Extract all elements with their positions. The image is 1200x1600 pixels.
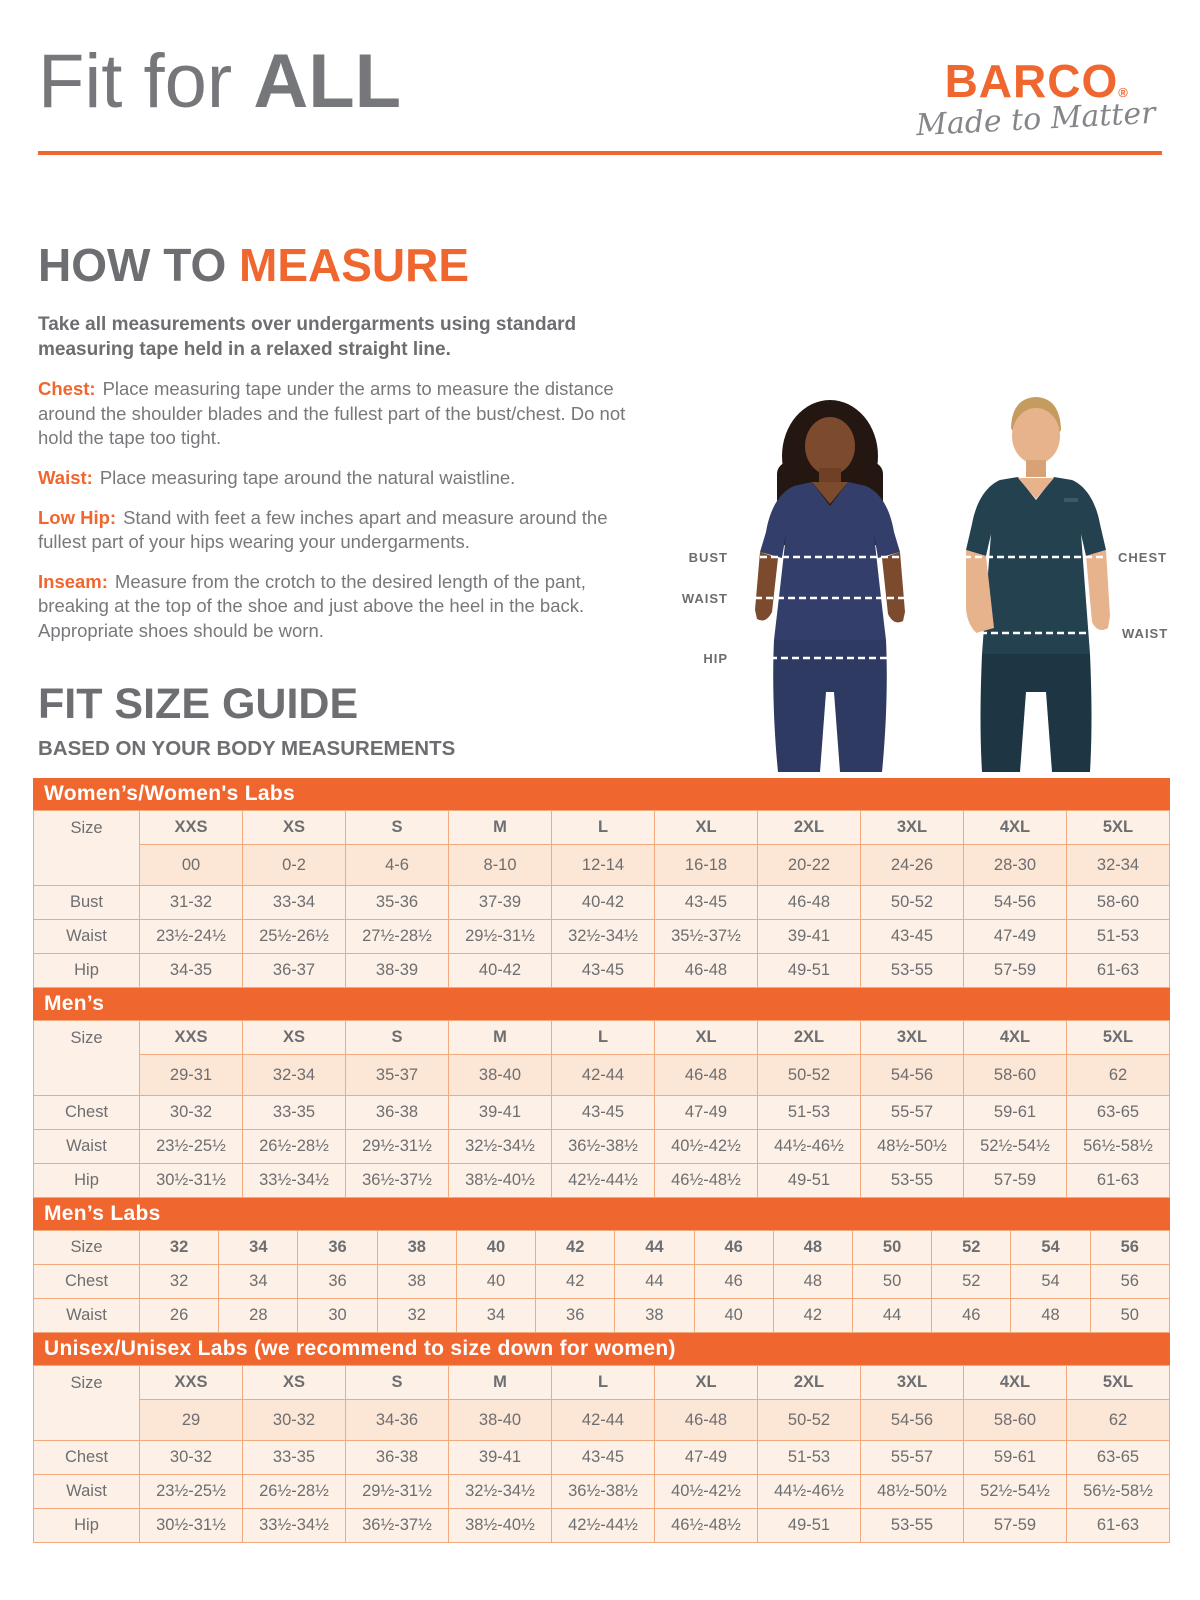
measurement-cell: 27½-28½ [346,920,449,954]
measurement-cell: 63-65 [1067,1441,1170,1475]
size-column-header: XL [655,1021,758,1055]
measurement-row [34,886,1170,920]
measure-item-lowhip-label: Low Hip: [38,506,117,528]
measurement-cell: 36-37 [243,954,346,988]
measurement-cell: 26½-28½ [243,1130,346,1164]
size-column-header: 4XL [964,811,1067,845]
size-column-header: 5XL [1067,1366,1170,1400]
size-column-header: 3XL [861,811,964,845]
measure-item-waist-text: Place measuring tape around the natural waistline. [99,466,516,488]
size-column-header: XL [655,1366,758,1400]
numeric-size-cell: 50-52 [758,1055,861,1096]
measurement-cell: 44 [852,1299,931,1333]
size-column-header: 3XL [861,1366,964,1400]
size-column-header: 40 [456,1231,535,1265]
measurement-cell: 23½-25½ [140,1130,243,1164]
measurement-cell: 30-32 [140,1096,243,1130]
measurement-cell: 42½-44½ [552,1164,655,1198]
measurement-cell: 42½-44½ [552,1509,655,1543]
orange-divider [38,151,1162,155]
measurement-cell: 40 [694,1299,773,1333]
numeric-size-cell: 29 [140,1400,243,1441]
measurement-cell: 49-51 [758,1164,861,1198]
numeric-size-cell: 20-22 [758,845,861,886]
numeric-size-cell: 16-18 [655,845,758,886]
size-row-label: Size [34,811,140,886]
measurement-cell: 36 [536,1299,615,1333]
measurement-cell: 40-42 [449,954,552,988]
numeric-size-cell: 58-60 [964,1055,1067,1096]
size-column-header: L [552,1366,655,1400]
measurement-cell: 38 [377,1265,456,1299]
measurement-cell: 37-39 [449,886,552,920]
fit-size-guide-section [38,680,455,761]
fit-size-guide-subtitle: BASED ON YOUR BODY MEASUREMENTS [38,737,456,760]
measurement-row [34,1265,1170,1299]
measurement-cell: 23½-25½ [140,1475,243,1509]
numeric-size-cell: 54-56 [861,1055,964,1096]
page-title [38,39,402,124]
fit-models-illustration [660,382,1200,772]
measurement-cell: 56½-58½ [1067,1475,1170,1509]
female-model [755,400,905,772]
numeric-size-cell: 58-60 [964,1400,1067,1441]
measurement-row-label: Hip [34,1509,140,1543]
size-column-header: M [449,811,552,845]
size-row-label: Size [34,1021,140,1096]
measure-item-waist-label: Waist: [38,466,93,488]
measure-item-chest [38,377,630,451]
size-column-header: XL [655,811,758,845]
measurement-cell: 46-48 [758,886,861,920]
size-column-header: 3XL [861,1021,964,1055]
measurement-cell: 39-41 [758,920,861,954]
measurement-cell: 30 [298,1299,377,1333]
measurement-row [34,1096,1170,1130]
measurement-cell: 31-32 [140,886,243,920]
size-column-header: XXS [140,1021,243,1055]
measurement-cell: 35½-37½ [655,920,758,954]
measurement-cell: 54 [1011,1265,1090,1299]
measurement-row [34,954,1170,988]
numeric-size-cell: 29-31 [140,1055,243,1096]
measurement-row-label: Waist [34,1299,140,1333]
barco-logo-wordmark: BARCO [944,55,1119,107]
measurement-cell: 56 [1090,1265,1169,1299]
measurement-cell: 50 [852,1265,931,1299]
size-column-header: 52 [932,1231,1011,1265]
size-column-header: 38 [377,1231,456,1265]
how-to-measure-section [38,238,638,644]
measurement-cell: 61-63 [1067,954,1170,988]
size-table-grid-womens [33,810,1170,988]
measurement-cell: 56½-58½ [1067,1130,1170,1164]
measurement-cell: 59-61 [964,1096,1067,1130]
size-column-header: 2XL [758,811,861,845]
measurement-row-label: Bust [34,886,140,920]
measurement-cell: 52½-54½ [964,1130,1067,1164]
measurement-cell: 32½-34½ [449,1130,552,1164]
size-table-title-womens: Women’s/Women's Labs [33,778,1170,810]
page-title-bold: ALL [253,39,402,124]
numeric-size-cell: 32-34 [243,1055,346,1096]
numeric-size-cell: 34-36 [346,1400,449,1441]
numeric-size-cell: 46-48 [655,1055,758,1096]
measurement-cell: 50 [1090,1299,1169,1333]
numeric-size-cell: 38-40 [449,1055,552,1096]
measurement-row-label: Waist [34,920,140,954]
measurement-row [34,1164,1170,1198]
measurement-cell: 26 [140,1299,219,1333]
numeric-size-cell: 42-44 [552,1055,655,1096]
measurement-cell: 54-56 [964,886,1067,920]
size-table-unisex [33,1333,1170,1543]
measurement-cell: 30½-31½ [140,1164,243,1198]
measurement-cell: 44 [615,1265,694,1299]
size-tables [33,778,1170,1543]
measurement-cell: 29½-31½ [346,1130,449,1164]
size-column-header: XS [243,811,346,845]
numeric-size-cell: 38-40 [449,1400,552,1441]
measurement-cell: 51-53 [1067,920,1170,954]
how-to-measure-title [38,238,638,292]
measurement-cell: 30-32 [140,1441,243,1475]
measurement-cell: 52½-54½ [964,1475,1067,1509]
measurement-row-label: Chest [34,1441,140,1475]
size-column-header: S [346,1366,449,1400]
measurement-cell: 34-35 [140,954,243,988]
measure-item-chest-text: Place measuring tape under the arms to measure the distance around the shoulder blades and the fullest part of the bust/chest. Do not hold the tape too tight. [38,378,626,449]
measurement-cell: 38-39 [346,954,449,988]
measurement-cell: 63-65 [1067,1096,1170,1130]
size-column-header: 2XL [758,1366,861,1400]
measurement-cell: 33-34 [243,886,346,920]
size-column-header: M [449,1366,552,1400]
measurement-cell: 51-53 [758,1096,861,1130]
size-column-header: M [449,1021,552,1055]
measurement-cell: 30½-31½ [140,1509,243,1543]
measurement-cell: 36½-38½ [552,1130,655,1164]
size-column-header: S [346,811,449,845]
measurement-cell: 47-49 [964,920,1067,954]
measurement-cell: 57-59 [964,954,1067,988]
measurement-cell: 26½-28½ [243,1475,346,1509]
size-column-header: 34 [219,1231,298,1265]
measurement-cell: 40½-42½ [655,1130,758,1164]
size-header-row [34,811,1170,845]
size-table-grid-unisex [33,1365,1170,1543]
size-table-mens-labs [33,1198,1170,1333]
size-column-header: 50 [852,1231,931,1265]
numeric-size-cell: 28-30 [964,845,1067,886]
measurement-cell: 25½-26½ [243,920,346,954]
size-column-header: S [346,1021,449,1055]
measurement-cell: 23½-24½ [140,920,243,954]
numeric-size-cell: 24-26 [861,845,964,886]
measurement-cell: 29½-31½ [346,1475,449,1509]
measurement-row [34,1441,1170,1475]
size-table-title-unisex: Unisex/Unisex Labs (we recommend to size down for women) [33,1333,1170,1365]
size-table-title-mens: Men’s [33,988,1170,1020]
numeric-size-cell: 12-14 [552,845,655,886]
size-column-header: 4XL [964,1021,1067,1055]
measurement-cell: 42 [773,1299,852,1333]
measurement-cell: 61-63 [1067,1509,1170,1543]
measurement-cell: 52 [932,1265,1011,1299]
size-table-grid-mens [33,1020,1170,1198]
size-column-header: 2XL [758,1021,861,1055]
size-column-header: 42 [536,1231,615,1265]
measurement-row [34,1299,1170,1333]
size-column-header: XS [243,1021,346,1055]
measurement-row-label: Chest [34,1096,140,1130]
measurement-row [34,920,1170,954]
measure-item-inseam-label: Inseam: [38,570,108,592]
measurement-cell: 38 [615,1299,694,1333]
measurement-cell: 40½-42½ [655,1475,758,1509]
numeric-size-row [34,845,1170,886]
size-header-row [34,1021,1170,1055]
fit-size-guide-title: FIT SIZE GUIDE [38,680,359,728]
chest-measurement-label: CHEST [1118,550,1168,565]
measurement-cell: 33½-34½ [243,1509,346,1543]
size-table-grid-mens-labs [33,1230,1170,1333]
measurement-cell: 43-45 [552,1441,655,1475]
size-column-header: 32 [140,1231,219,1265]
female-waist-measurement-label: WAIST [681,591,728,606]
measurement-cell: 32½-34½ [552,920,655,954]
measurement-row-label: Chest [34,1265,140,1299]
numeric-size-cell: 54-56 [861,1400,964,1441]
page-title-light: Fit for [38,39,233,124]
numeric-size-cell: 30-32 [243,1400,346,1441]
size-table-title-mens-labs: Men’s Labs [33,1198,1170,1230]
numeric-size-row [34,1400,1170,1441]
measurement-cell: 61-63 [1067,1164,1170,1198]
measurement-row [34,1130,1170,1164]
hip-measurement-label: HIP [703,651,728,666]
measurement-cell: 48½-50½ [861,1130,964,1164]
measurement-cell: 53-55 [861,1164,964,1198]
size-row-label: Size [34,1366,140,1441]
measurement-cell: 35-36 [346,886,449,920]
size-column-header: 54 [1011,1231,1090,1265]
measurement-cell: 36½-37½ [346,1164,449,1198]
measurement-cell: 36 [298,1265,377,1299]
numeric-size-cell: 00 [140,845,243,886]
measure-item-lowhip-text: Stand with feet a few inches apart and measure around the fullest part of your hips wearing your undergarments. [38,506,608,553]
size-row-label: Size [34,1231,140,1265]
measurement-row-label: Hip [34,954,140,988]
measure-item-waist [38,466,630,491]
measurement-cell: 49-51 [758,1509,861,1543]
measure-item-chest-label: Chest: [38,378,96,400]
measurement-cell: 29½-31½ [449,920,552,954]
numeric-size-cell: 62 [1067,1055,1170,1096]
measurement-cell: 36-38 [346,1096,449,1130]
measurement-cell: 36½-37½ [346,1509,449,1543]
measurement-cell: 36½-38½ [552,1475,655,1509]
size-column-header: 56 [1090,1231,1169,1265]
size-column-header: 5XL [1067,811,1170,845]
measure-item-inseam-text: Measure from the crotch to the desired length of the pant, breaking at the top of the shoe and just above the heel in the back. Appropriate shoes should be worn. [38,570,586,641]
numeric-size-cell: 62 [1067,1400,1170,1441]
barco-logo [915,55,1157,144]
measurement-row-label: Waist [34,1475,140,1509]
size-header-row [34,1366,1170,1400]
measurement-row [34,1475,1170,1509]
how-to-measure-title-gray: HOW TO [38,239,227,291]
measurement-cell: 33-35 [243,1096,346,1130]
measurement-cell: 55-57 [861,1441,964,1475]
measurement-row [34,1509,1170,1543]
size-column-header: L [552,1021,655,1055]
measurement-cell: 47-49 [655,1096,758,1130]
numeric-size-cell: 4-6 [346,845,449,886]
how-to-measure-title-accent: MEASURE [239,239,470,291]
measurement-cell: 55-57 [861,1096,964,1130]
size-column-header: 44 [615,1231,694,1265]
size-column-header: L [552,811,655,845]
size-column-header: XXS [140,811,243,845]
numeric-size-cell: 42-44 [552,1400,655,1441]
measurement-cell: 33½-34½ [243,1164,346,1198]
numeric-size-cell: 0-2 [243,845,346,886]
measurement-cell: 40-42 [552,886,655,920]
measurement-cell: 48½-50½ [861,1475,964,1509]
measurement-cell: 50-52 [861,886,964,920]
size-column-header: XXS [140,1366,243,1400]
measurement-cell: 53-55 [861,954,964,988]
measurement-cell: 46½-48½ [655,1509,758,1543]
measure-item-lowhip [38,506,630,555]
measurement-cell: 39-41 [449,1096,552,1130]
measurement-cell: 57-59 [964,1164,1067,1198]
measurement-cell: 53-55 [861,1509,964,1543]
size-table-womens [33,778,1170,988]
measurement-cell: 46½-48½ [655,1164,758,1198]
measurement-cell: 44½-46½ [758,1475,861,1509]
measurement-cell: 38½-40½ [449,1509,552,1543]
size-column-header: 4XL [964,1366,1067,1400]
bust-measurement-label: BUST [688,550,728,565]
measurement-cell: 44½-46½ [758,1130,861,1164]
size-column-header: 5XL [1067,1021,1170,1055]
measurement-cell: 43-45 [552,954,655,988]
measurement-cell: 46 [932,1299,1011,1333]
measurement-cell: 47-49 [655,1441,758,1475]
fit-models-photo [660,382,1200,772]
measurement-cell: 28 [219,1299,298,1333]
measurement-cell: 40 [456,1265,535,1299]
measurement-row-label: Waist [34,1130,140,1164]
size-column-header: 46 [694,1231,773,1265]
numeric-size-cell: 46-48 [655,1400,758,1441]
barco-tagline: Made to Matter [915,95,1157,144]
measurement-cell: 32½-34½ [449,1475,552,1509]
measurement-cell: 42 [536,1265,615,1299]
measurement-cell: 46-48 [655,954,758,988]
measurement-cell: 48 [773,1265,852,1299]
measurement-cell: 32 [140,1265,219,1299]
measurement-cell: 33-35 [243,1441,346,1475]
measurement-cell: 46 [694,1265,773,1299]
numeric-size-row [34,1055,1170,1096]
measurement-cell: 34 [456,1299,535,1333]
measurement-cell: 36-38 [346,1441,449,1475]
measurement-cell: 59-61 [964,1441,1067,1475]
measurement-cell: 38½-40½ [449,1164,552,1198]
male-waist-measurement-label: WAIST [1122,626,1169,641]
measurement-cell: 32 [377,1299,456,1333]
numeric-size-cell: 50-52 [758,1400,861,1441]
measurement-cell: 58-60 [1067,886,1170,920]
size-column-header: 36 [298,1231,377,1265]
size-column-header: 48 [773,1231,852,1265]
measurement-cell: 48 [1011,1299,1090,1333]
measure-intro-text: Take all measurements over undergarments using standard measuring tape held in a relaxed straight line. [38,314,577,361]
size-header-row [34,1231,1170,1265]
numeric-size-cell: 8-10 [449,845,552,886]
registered-trademark-icon: ® [1118,85,1128,100]
measurement-cell: 43-45 [552,1096,655,1130]
measurement-row-label: Hip [34,1164,140,1198]
measurement-cell: 43-45 [861,920,964,954]
measurement-cell: 49-51 [758,954,861,988]
measurement-cell: 57-59 [964,1509,1067,1543]
measurement-cell: 34 [219,1265,298,1299]
measure-item-inseam [38,570,630,644]
measurement-cell: 51-53 [758,1441,861,1475]
measurement-cell: 39-41 [449,1441,552,1475]
size-column-header: XS [243,1366,346,1400]
size-table-mens [33,988,1170,1198]
numeric-size-cell: 32-34 [1067,845,1170,886]
measurement-cell: 43-45 [655,886,758,920]
numeric-size-cell: 35-37 [346,1055,449,1096]
male-model [966,397,1110,772]
